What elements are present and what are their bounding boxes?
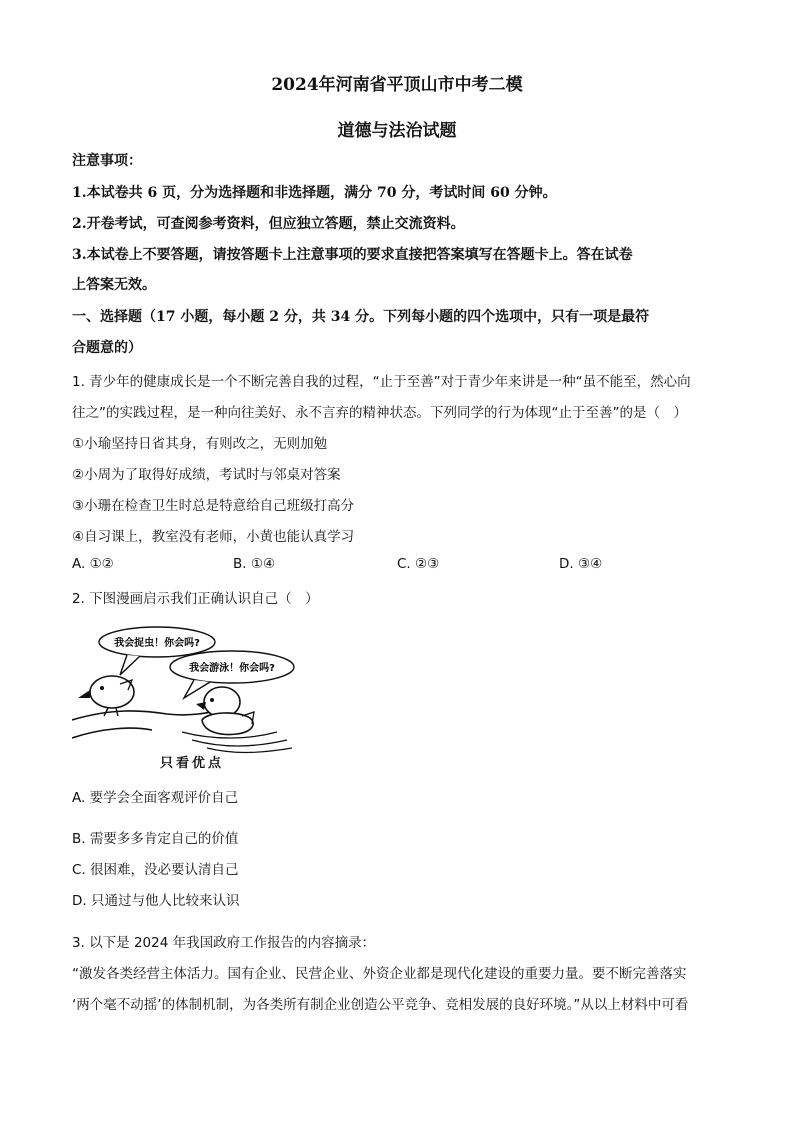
q1-option-a: A. ①② <box>72 556 114 572</box>
q2-option-b: B. 需要多多肯定自己的价值 <box>72 831 239 847</box>
q1-statement-2: ②小周为了取得好成绩，考试时与邻桌对答案 <box>72 467 341 483</box>
q3-quote-line-2: ‘两个毫不动摇’的体制机制，为各类所有制企业创造公平竞争、竞相发展的良好环境。”从以上材料中可看 <box>72 997 689 1013</box>
q1-statement-3: ③小珊在检查卫生时总是特意给自己班级打高分 <box>72 498 355 514</box>
section-heading-line-2: 合题意的） <box>72 340 142 356</box>
q1-statement-1: ①小瑜坚持日省其身，有则改之，无则加勉 <box>72 436 328 452</box>
notice-heading: 注意事项： <box>72 153 142 169</box>
section-heading-line-1: 一、选择题（17 小题，每小题 2 分，共 34 分。下列每小题的四个选项中，只有一项是最符 <box>72 309 650 325</box>
q1-stem-line-1: 1. 青少年的健康成长是一个不断完善自我的过程，“止于至善”对于青少年来讲是一种“虽不能至，然心向 <box>72 374 691 390</box>
cartoon-caption: 只看优点 <box>160 756 225 771</box>
q1-option-b: B. ①④ <box>233 556 276 572</box>
q1-stem-line-2: 往之”的实践过程，是一种向往美好、永不言弃的精神状态。下列同学的行为体现“止于至善”的是（ ） <box>72 405 687 421</box>
notice-item-1: 1.本试卷共 6 页，分为选择题和非选择题，满分 70 分，考试时间 60 分钟。 <box>72 185 557 201</box>
notice-item-2: 2.开卷考试，可查阅参考资料，但应独立答题，禁止交流资料。 <box>72 216 465 232</box>
q2-option-d: D. 只通过与他人比较来认识 <box>72 893 240 909</box>
exam-title: 2024年河南省平顶山市中考二模 <box>271 75 523 95</box>
q1-option-d: D. ③④ <box>559 556 603 572</box>
q3-quote-line-1: “激发各类经营主体活力。国有企业、民营企业、外资企业都是现代化建设的重要力量。要不断完善落实 <box>72 966 687 982</box>
speech-bubble-1-text: 我会捉虫！你会吗? <box>114 638 200 649</box>
q2-option-c: C. 很困难，没必要认清自己 <box>72 862 239 878</box>
bird-figure <box>78 676 134 716</box>
duck-figure <box>196 687 254 734</box>
q2-stem: 2. 下图漫画启示我们正确认识自己（ ） <box>72 591 319 607</box>
q2-cartoon <box>72 620 322 770</box>
q3-stem: 3. 以下是 2024 年我国政府工作报告的内容摘录： <box>72 935 376 951</box>
q1-option-c: C. ②③ <box>397 556 440 572</box>
q1-statement-4: ④自习课上，教室没有老师，小黄也能认真学习 <box>72 529 355 545</box>
exam-subtitle: 道德与法治试题 <box>337 121 457 141</box>
q2-option-a: A. 要学会全面客观评价自己 <box>72 790 239 806</box>
notice-item-3-line-2: 上答案无效。 <box>72 277 156 293</box>
notice-item-3-line-1: 3.本试卷上不要答题，请按答题卡上注意事项的要求直接把答案填写在答题卡上。答在试卷 <box>72 247 633 263</box>
speech-bubble-2-text: 我会游泳！你会吗? <box>189 663 275 674</box>
